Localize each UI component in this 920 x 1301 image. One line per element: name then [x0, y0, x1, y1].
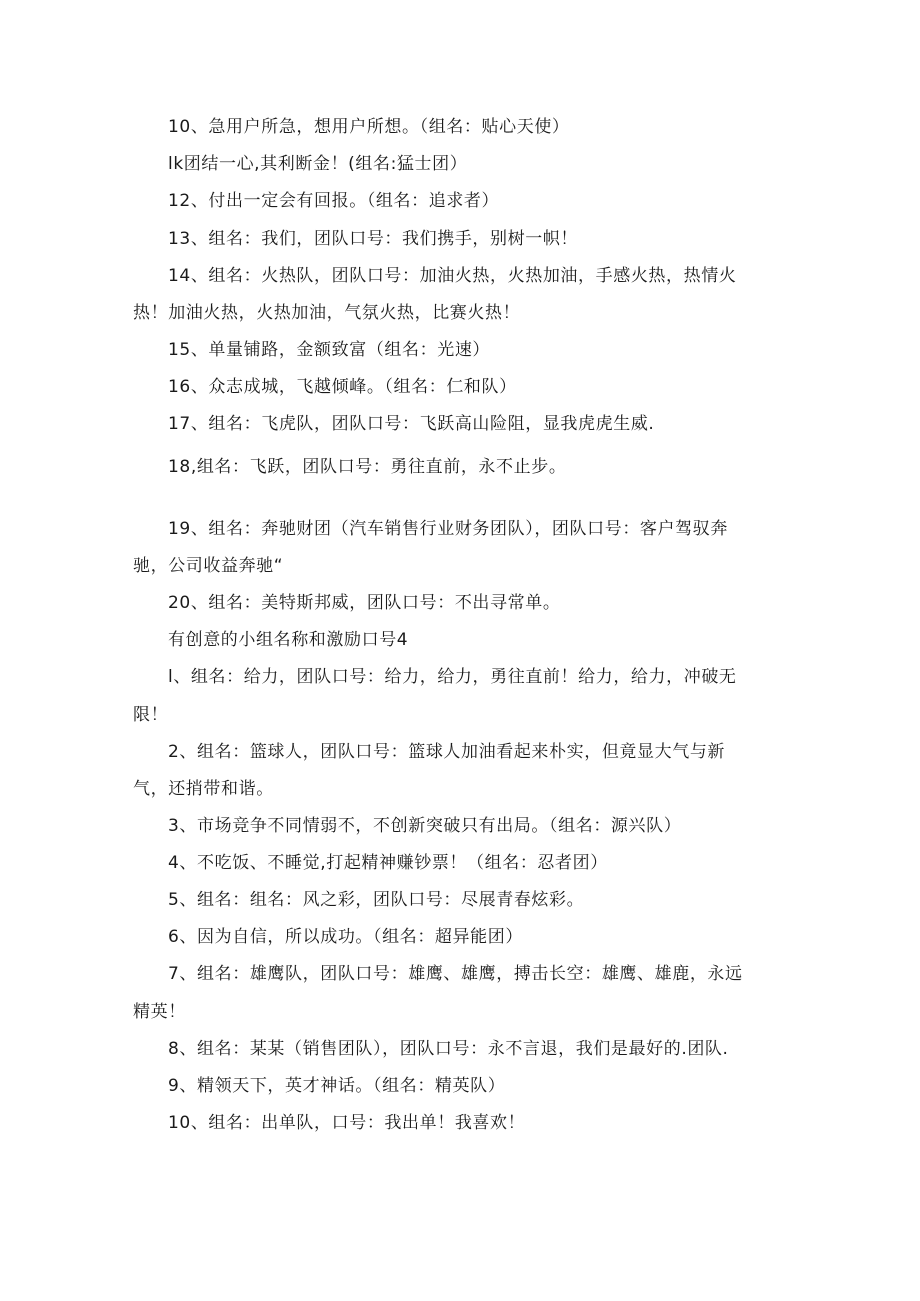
text-line: lk团结一心,其利断金！(组名:猛士团） — [168, 154, 468, 174]
section-heading: 有创意的小组名称和激励口号4 — [168, 630, 409, 650]
text-line: 精英！ — [133, 1002, 186, 1022]
text-line: 13、组名：我们，团队口号：我们携手，别树一帜！ — [168, 229, 579, 249]
text-line: 2、组名：篮球人，团队口号：篮球人加油看起来朴实，但竟显大气与新 — [168, 742, 726, 762]
text-line: 气，还捎带和谐。 — [133, 779, 274, 799]
text-line: 16、众志成城，飞越倾峰。（组名：仁和队） — [168, 377, 517, 397]
text-line: 限！ — [133, 705, 169, 725]
text-line: 19、组名：奔驰财团（汽车销售行业财务团队），团队口号：客户驾驭奔 — [168, 519, 728, 539]
text-line: 8、组名：某某（销售团队），团队口号：永不言退，我们是最好的.团队. — [168, 1039, 729, 1059]
text-line: 7、组名：雄鹰队，团队口号：雄鹰、雄鹰，搏击长空：雄鹰、雄鹿，永远 — [168, 964, 743, 984]
text-line: 驰，公司收益奔驰“ — [133, 556, 284, 576]
text-line: 5、组名：组名：风之彩，团队口号：尽展青春炫彩。 — [168, 890, 585, 910]
text-line: 热！加油火热，火热加油，气氛火热，比赛火热！ — [133, 303, 521, 323]
text-line: l、组名：给力，团队口号：给力，给力，勇往直前！给力，给力，冲破无 — [168, 667, 737, 687]
text-line: 14、组名：火热队，团队口号：加油火热，火热加油，手感火热，热情火 — [168, 266, 737, 286]
text-line: 3、市场竞争不同情弱不，不创新突破只有出局。（组名：源兴队） — [168, 816, 682, 836]
text-line: 12、付出一定会有回报。（组名：追求者） — [168, 191, 500, 211]
text-line: 10、组名：出单队，口号：我出单！我喜欢！ — [168, 1113, 526, 1133]
text-line: 10、急用户所急，想用户所想。（组名：贴心天使） — [168, 117, 570, 137]
text-line: 20、组名：美特斯邦威，团队口号：不出寻常单。 — [168, 593, 561, 613]
text-line: 6、因为自信，所以成功。（组名：超异能团） — [168, 927, 523, 947]
text-line: 9、精领天下，英才神话。（组名：精英队） — [168, 1076, 506, 1096]
text-line: 17、组名：飞虎队，团队口号：飞跃高山险阻，显我虎虎生威. — [168, 414, 655, 434]
text-line: 4、不吃饭、不睡觉,打起精神赚钞票！（组名：忍者团） — [168, 853, 608, 873]
text-line: 18,组名：飞跃，团队口号：勇往直前，永不止步。 — [168, 457, 567, 477]
text-line: 15、单量铺路，金额致富（组名：光速） — [168, 340, 491, 360]
